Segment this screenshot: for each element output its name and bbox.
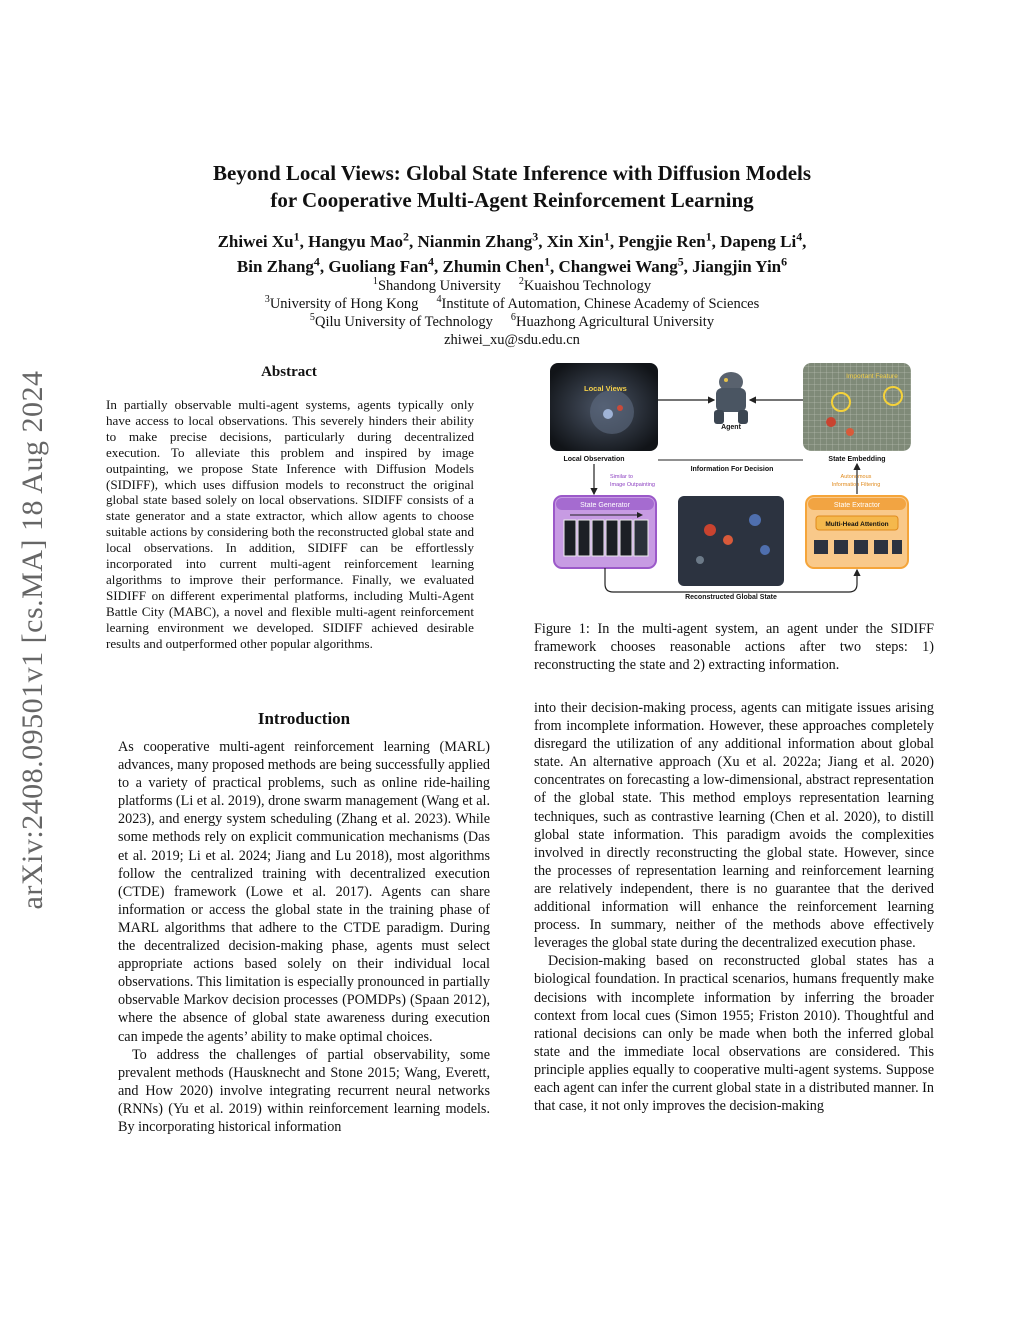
- label-information-filtering: Information Filtering: [831, 482, 881, 488]
- author: Hangyu Mao$^2$,: [308, 229, 418, 251]
- label-local-observation: Local Observation: [563, 456, 625, 463]
- author: Changwei Wang$^5$,: [558, 254, 693, 276]
- email: zhiwei_xu@sdu.edu.cn: [444, 332, 580, 348]
- paragraph: Decision-making based on reconstructed global states has a biological foundation. In practical scenarios, humans frequently make decisions with incomplete information by inferring the broader context from local cues (Simon 1955; Friston 2010). Thoughtful and rational decisions can only be made when both the inferred global state and the immediate local observations are considered. This principle applies equally to cooperative multi-agent systems. Suppose each agent can infer the current global state in a distributed manner. In that case, it not only improves the decision-making: [534, 953, 934, 1115]
- author: Zhumin Chen$^1$,: [442, 254, 559, 276]
- agent-icon: [714, 372, 748, 424]
- arxiv-side-identifier: arXiv:2408.09501v1 [cs.MA] 18 Aug 2024: [16, 370, 49, 910]
- author: Bin Zhang$^4$,: [236, 254, 329, 276]
- label-local-views: Local Views: [584, 384, 627, 393]
- label-reconstructed-global-state: Reconstructed Global State: [685, 594, 777, 601]
- label-information-for-decision: Information For Decision: [690, 466, 774, 473]
- author-list: [100, 229, 924, 279]
- author: Pengjie Ren$^1$,: [618, 229, 721, 251]
- label-state-extractor: State Extractor: [833, 502, 881, 509]
- label-image-outpainting: Image Outpainting: [610, 482, 655, 488]
- label-agent: Agent: [721, 424, 741, 431]
- title-line-1: Beyond Local Views: Global State Inference with Diffusion Models: [212, 161, 812, 185]
- affiliation-line: $^1$Shandong University $^2$Kuaishou Technology: [372, 276, 652, 294]
- figure-1: [550, 360, 912, 602]
- author: Jiangjin Yin$^6$: [692, 254, 788, 276]
- affiliations: [150, 277, 874, 349]
- figure-1-diagram: [550, 360, 912, 602]
- affiliation-line: $^5$Qilu University of Technology $^6$Huazhong Agricultural University: [309, 312, 715, 330]
- abstract-text: In partially observable multi-agent systems, agents typically only have access to local observations. This severely hinders their ability to make precise decisions, particularly during decentralized execution. To alleviate this problem and inspired by image outpainting, we propose State Inference with Diffusion Models (SIDIFF), which uses diffusion models to reconstruct the original global state based solely on local observations. SIDIFF consists of a state generator and a state extractor, which allow agents to choose suitable actions by considering both the reconstructed global state and local observations. In addition, SIDIFF can be effortlessly incorporated into current multi-agent reinforcement learning algorithms to improve their performance. Finally, we evaluated SIDIFF on different experimental platforms, including Multi-Agent Battle City (MABC), a novel and flexible multi-agent reinforcement learning environment we developed. SIDIFF achieved desirable results and outperformed other popular algorithms.: [106, 397, 474, 651]
- author: Guoliang Fan$^4$,: [328, 254, 443, 276]
- introduction-body: [118, 738, 490, 1136]
- label-state-embedding: State Embedding: [828, 456, 886, 463]
- paper-title: [130, 160, 894, 214]
- author: Nianmin Zhang$^3$,: [417, 229, 547, 251]
- label-state-generator: State Generator: [580, 502, 630, 509]
- title-line-2: for Cooperative Multi-Agent Reinforcement Learning: [270, 188, 754, 212]
- author: Zhiwei Xu$^1$,: [217, 229, 309, 251]
- right-column-body: [534, 699, 934, 1115]
- paragraph: To address the challenges of partial observability, some prevalent methods (Hausknecht and Stone 2015; Wang, Everett, and How 2020) involve integrating recurrent neural networks (RNNs) (Yu et al. 2019) within reinforcement learning models. By incorporating historical information: [118, 1046, 490, 1135]
- local-views-panel: [550, 363, 658, 451]
- introduction-heading: Introduction: [257, 709, 351, 728]
- label-important-feature: Important Feature: [846, 373, 898, 380]
- affiliation-line: $^3$University of Hong Kong $^4$Institute of Automation, Chinese Academy of Sciences: [264, 294, 760, 312]
- label-multi-head-attention: Multi-Head Attention: [825, 521, 889, 528]
- label-autonomous: Autonomous: [840, 474, 872, 480]
- abstract-heading: Abstract: [261, 364, 317, 380]
- authors-line-1: [100, 229, 924, 254]
- author: Xin Xin$^1$,: [546, 229, 619, 251]
- paragraph: into their decision-making process, agents can mitigate issues arising from incomplete information. However, these approaches completely disregard the utilization of any additional information about global state. An alternative approach (Xu et al. 2022a; Jiang et al. 2020) concentrates on forecasting a low-dimensional, abstract representation of the global state. This method employs representation learning techniques, such as contrastive learning (Chen et al. 2020), to distill global state information. This paradigm avoids the complexities involved in directly reconstructing the global state. However, since the processes of representation learning and reinforcement learning are relatively independent, there is no guarantee that the derived additional information will enhance the reinforcement learning process. In summary, neither of the methods above effectively leverages the global state during the decentralized execution phase.: [534, 700, 934, 952]
- figure-caption: Figure 1: In the multi-agent system, an agent under the SIDIFF framework chooses reasonable actions after two steps: 1) reconstructing the state and 2) extracting information.: [534, 621, 934, 674]
- paragraph: As cooperative multi-agent reinforcement learning (MARL) advances, many proposed methods are being successfully applied to a variety of practical problems, such as online ride-hailing platforms (Li et al. 2019), drone swarm management (Wang et al. 2023), and energy system scheduling (Zhang et al. 2023). While some methods rely on explicit communication mechanisms (Das et al. 2019; Li et al. 2024; Jiang and Lu 2018), most algorithms follow the centralized training with decentralized execution (CTDE) framework (Lowe et al. 2017). Agents can share information or access the global state in the training phase of MARL algorithms that adhere to the CTDE paradigm. During the decentralized decision-making phase, agents must select appropriate actions based solely on their individual local observations. This limitation is especially pronounced in partially observable Markov decision processes (POMDPs) (Spaan 2012), where the absence of global state awareness during execution can impede the agents’ ability to make optimal choices.: [118, 739, 490, 1045]
- author: Dapeng Li$^4$,: [720, 229, 807, 251]
- authors-line-2: [100, 254, 924, 279]
- reconstructed-state-image: [678, 496, 784, 586]
- label-similar-to: Similar to: [610, 474, 633, 480]
